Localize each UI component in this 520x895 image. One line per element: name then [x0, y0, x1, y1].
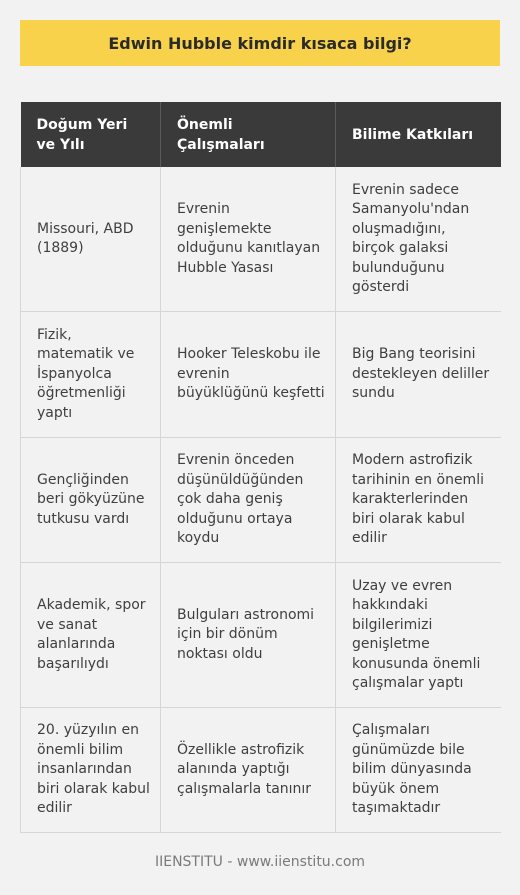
header-contributions: Bilime Katkıları — [336, 102, 501, 167]
footer-credit: IIENSTITU - www.iienstitu.com — [154, 854, 366, 870]
table-cell: Fizik, matematik ve İspanyolca öğretmenliği yaptı — [21, 312, 161, 438]
table-cell: Özellikle astrofizik alanında yaptığı çalışmalarla tanınır — [161, 708, 336, 833]
table-cell: Akademik, spor ve sanat alanlarında başarılıydı — [21, 563, 161, 708]
info-table — [20, 102, 501, 833]
table-cell: Çalışmaları günümüzde bile bilim dünyasında büyük önem taşımaktadır — [336, 708, 501, 833]
table-cell: Gençliğinden beri gökyüzüne tutkusu vardı — [21, 438, 161, 563]
table-cell: Evrenin sadece Samanyolu'ndan oluşmadığını, birçok galaksi bulunduğunu gösterdi — [336, 167, 501, 312]
page-title: Edwin Hubble kimdir kısaca bilgi? — [108, 33, 412, 53]
table-header-row — [21, 102, 501, 167]
title-banner — [20, 20, 500, 66]
table-row — [21, 438, 501, 563]
table-row — [21, 708, 501, 833]
table-cell: 20. yüzyılın en önemli bilim insanlarından biri olarak kabul edilir — [21, 708, 161, 833]
header-birth-place-year: Doğum Yeri ve Yılı — [21, 102, 161, 167]
table-cell: Modern astrofizik tarihinin en önemli karakterlerinden biri olarak kabul edilir — [336, 438, 501, 563]
table-cell: Hooker Teleskobu ile evrenin büyüklüğünü keşfetti — [161, 312, 336, 438]
table-cell: Bulguları astronomi için bir dönüm noktası oldu — [161, 563, 336, 708]
table-cell: Big Bang teorisini destekleyen deliller sundu — [336, 312, 501, 438]
table-row — [21, 563, 501, 708]
table-cell: Uzay ve evren hakkındaki bilgilerimizi genişletme konusunda önemli çalışmalar yaptı — [336, 563, 501, 708]
table-cell: Missouri, ABD (1889) — [21, 167, 161, 312]
table-row — [21, 167, 501, 312]
table-cell: Evrenin genişlemekte olduğunu kanıtlayan Hubble Yasası — [161, 167, 336, 312]
header-important-works: Önemli Çalışmaları — [161, 102, 336, 167]
table-cell: Evrenin önceden düşünüldüğünden çok daha geniş olduğunu ortaya koydu — [161, 438, 336, 563]
table-row — [21, 312, 501, 438]
